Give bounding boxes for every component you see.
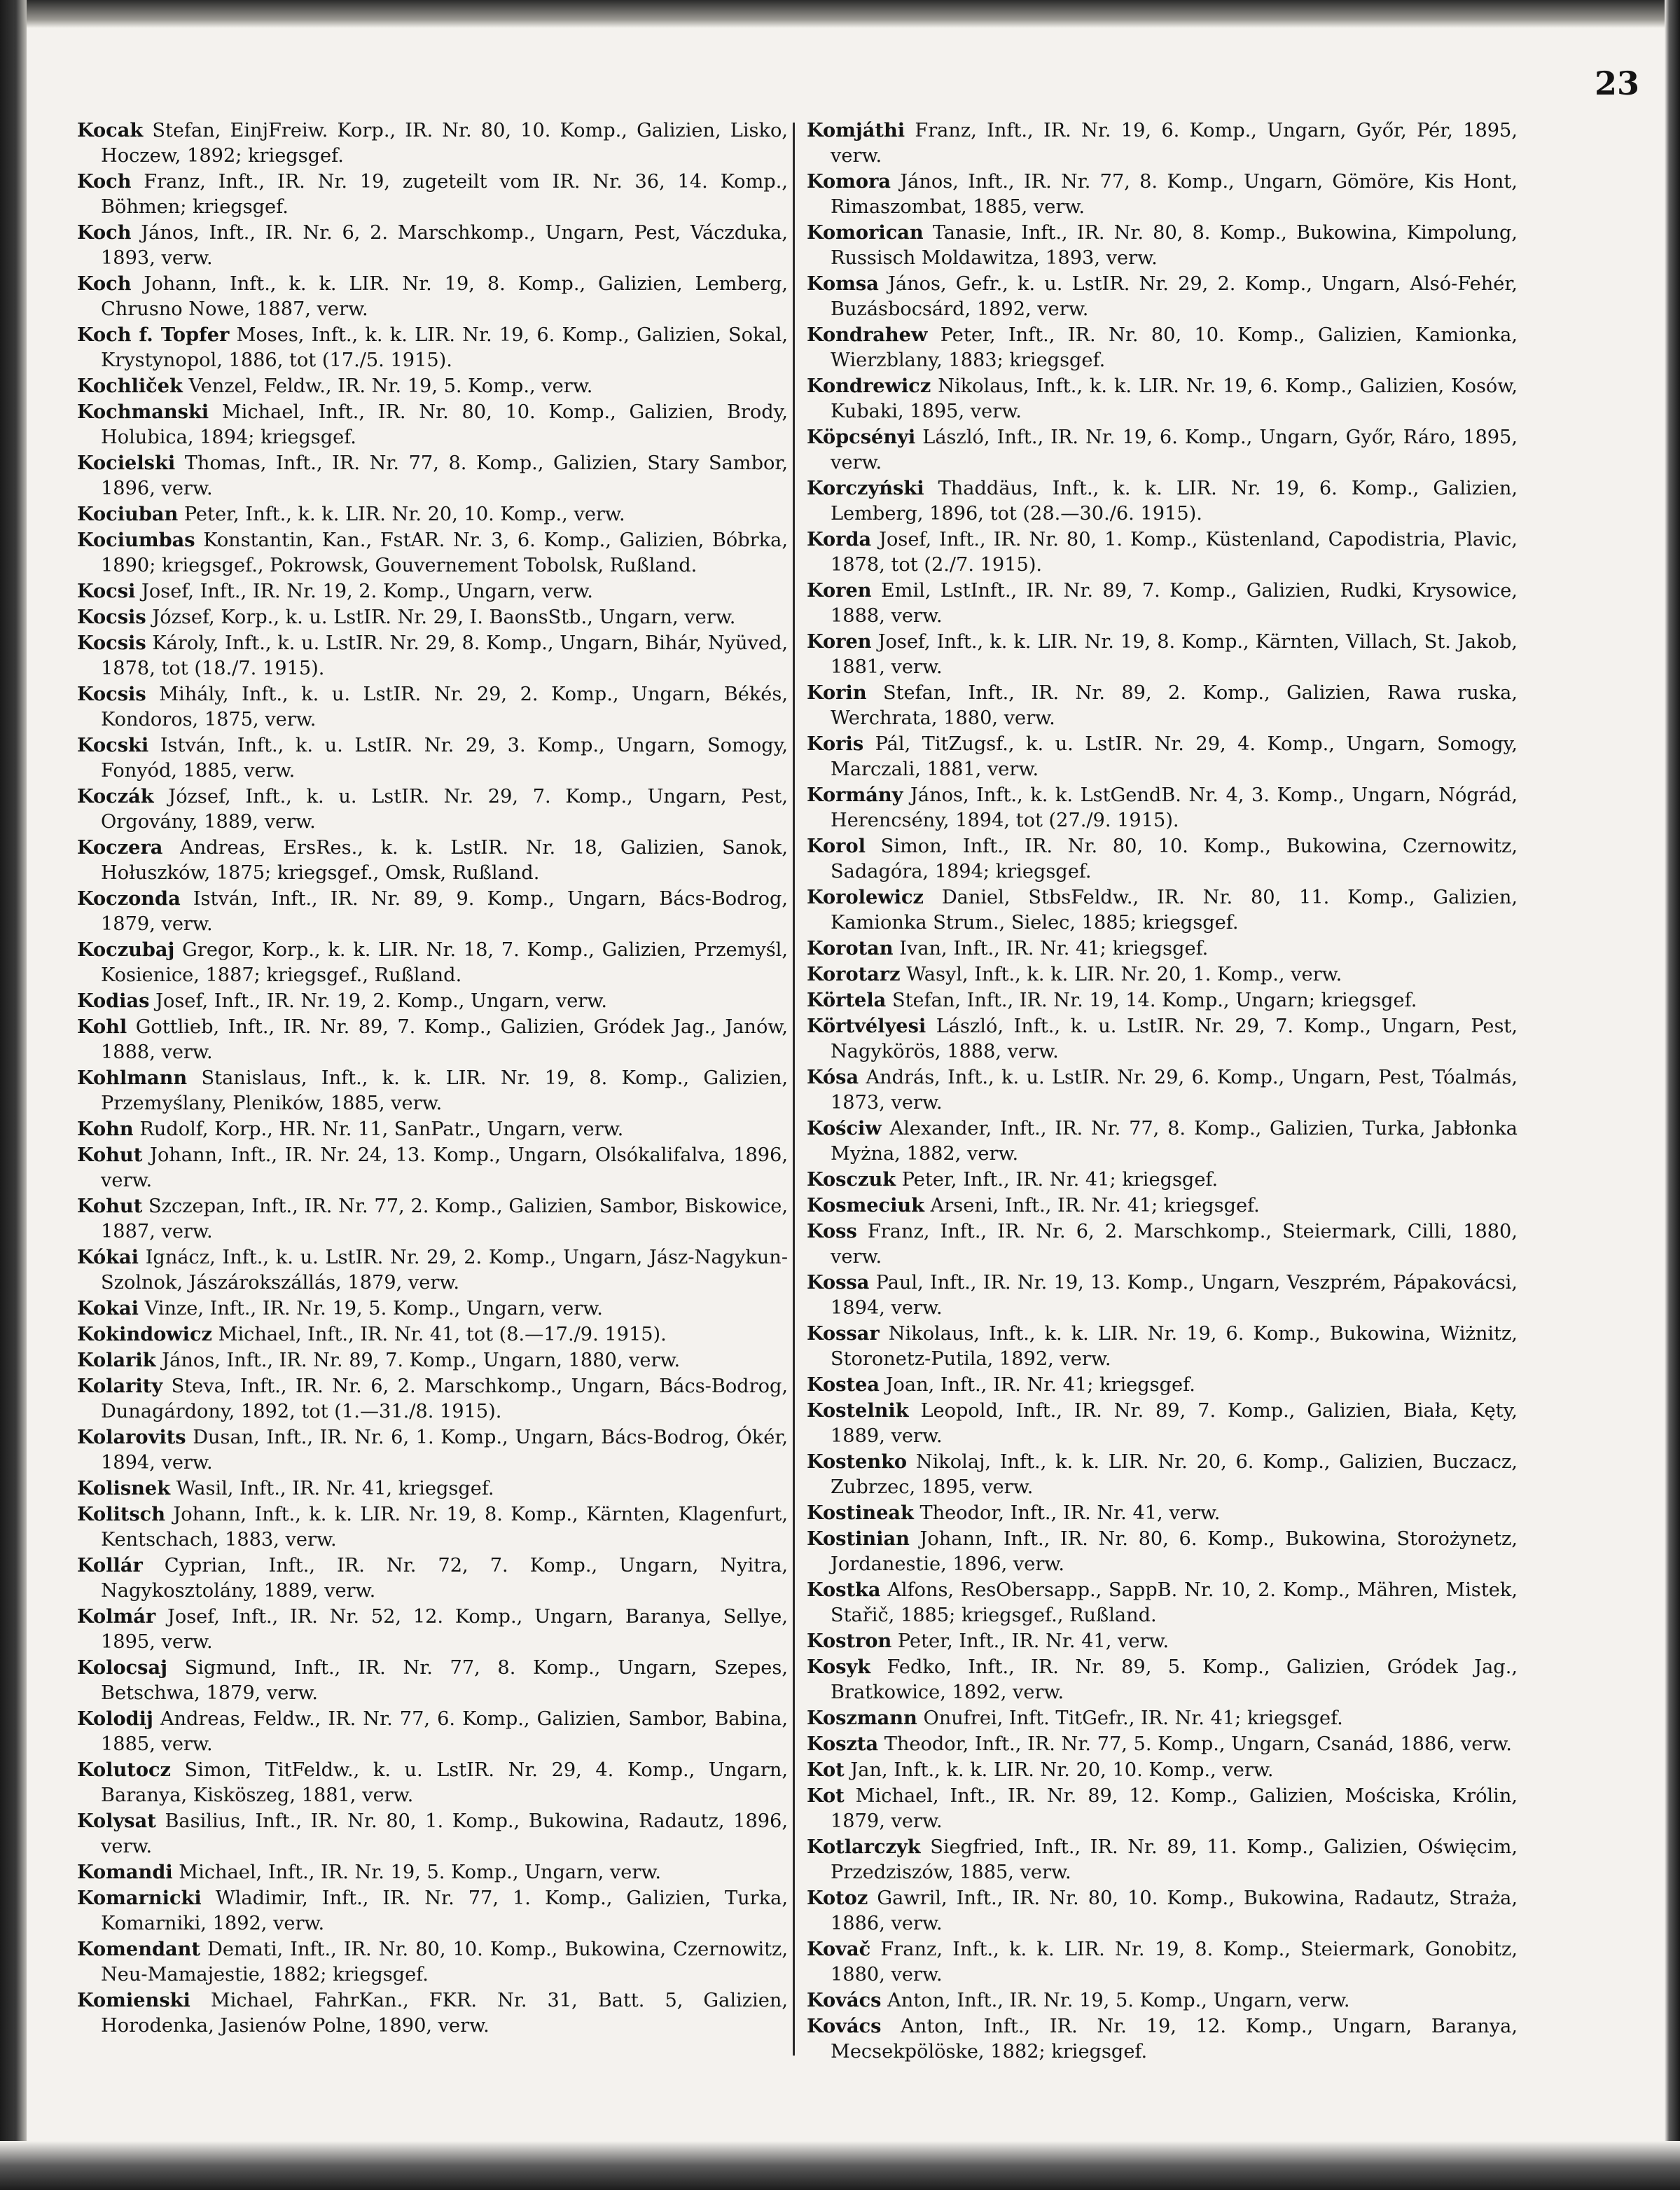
entry-details: Tanasie, Inft., IR. Nr. 80, 8. Komp., Bukowina, Kimpolung, Russisch Moldawitza, 1893, verw.: [831, 222, 1518, 269]
entry-surname: Kostinian: [807, 1527, 910, 1550]
list-entry: [807, 629, 1518, 680]
entry-surname: Kochmanski: [77, 401, 209, 423]
entry-surname: Koren: [807, 630, 872, 653]
list-entry: [77, 1014, 788, 1065]
entry-details: Andreas, ErsRes., k. k. LstIR. Nr. 18, Galizien, Sanok, Hołuszków, 1875; kriegsgef., Omsk, Rußland.: [101, 837, 788, 884]
list-entry: [77, 527, 788, 578]
entry-surname: Kókai: [77, 1246, 139, 1268]
entry-surname: Kostron: [807, 1630, 892, 1652]
list-entry: [77, 1347, 788, 1373]
entry-surname: Kolisnek: [77, 1477, 171, 1499]
entry-details: Cyprian, Inft., IR. Nr. 72, 7. Komp., Ungarn, Nyitra, Nagykosztolány, 1889, verw.: [101, 1555, 788, 1602]
entry-surname: Kosmeciuk: [807, 1194, 925, 1217]
entry-surname: Kocski: [77, 734, 149, 756]
list-entry: [77, 1322, 788, 1347]
entry-details: Szczepan, Inft., IR. Nr. 77, 2. Komp., Galizien, Sambor, Biskowice, 1887, verw.: [101, 1196, 788, 1242]
list-entry: [77, 835, 788, 886]
entry-surname: Kósa: [807, 1066, 859, 1088]
entry-details: Thaddäus, Inft., k. k. LIR. Nr. 19, 6. Komp., Galizien, Lemberg, 1896, tot (28.—30./6. 1915).: [831, 478, 1518, 525]
entry-surname: Kormány: [807, 784, 903, 806]
entry-surname: Koch f. Topfer: [77, 324, 230, 346]
list-entry: [807, 680, 1518, 731]
list-entry: [807, 1321, 1518, 1372]
entry-surname: Kochliček: [77, 375, 183, 397]
entry-surname: Komsa: [807, 272, 879, 295]
list-entry: [77, 1936, 788, 1988]
list-entry: [807, 169, 1518, 220]
entry-details: Nikolaus, Inft., k. k. LIR. Nr. 19, 6. Komp., Galizien, Kosów, Kubaki, 1895, verw.: [831, 375, 1518, 422]
list-entry: [77, 1245, 788, 1296]
list-entry: [807, 373, 1518, 424]
entry-details: Ignácz, Inft., k. u. LstIR. Nr. 29, 2. Komp., Ungarn, Jász-Nagykun-Szolnok, Jászárokszállás, 1879, verw.: [101, 1247, 788, 1294]
list-entry: [807, 833, 1518, 885]
entry-details: Johann, Inft., IR. Nr. 24, 13. Komp., Ungarn, Olsókalifalva, 1896, verw.: [101, 1144, 788, 1191]
entry-surname: Koczák: [77, 785, 154, 808]
entry-details: Franz, Inft., IR. Nr. 6, 2. Marschkomp., Steiermark, Cilli, 1880, verw.: [831, 1221, 1518, 1268]
entry-details: Alexander, Inft., IR. Nr. 77, 8. Komp., Galizien, Turka, Jabłonka Myżna, 1882, verw.: [831, 1118, 1518, 1165]
entry-details: Dusan, Inft., IR. Nr. 6, 1. Komp., Ungarn, Bács-Bodrog, Ókér, 1894, verw.: [101, 1427, 788, 1474]
list-entry: [807, 936, 1518, 962]
entry-surname: Koch: [77, 170, 132, 193]
entry-details: Peter, Inft., k. k. LIR. Nr. 20, 10. Komp., verw.: [178, 504, 625, 525]
entry-details: Stefan, Inft., IR. Nr. 19, 14. Komp., Ungarn; kriegsgef.: [886, 990, 1417, 1011]
list-entry: [77, 1859, 788, 1885]
entry-surname: Körtvélyesi: [807, 1015, 926, 1037]
entry-details: József, Inft., k. u. LstIR. Nr. 29, 7. Komp., Ungarn, Pest, Orgovány, 1889, verw.: [101, 786, 788, 833]
list-entry: [77, 1885, 788, 1936]
scan-edge-right: [1665, 0, 1680, 2190]
list-entry: [807, 1577, 1518, 1628]
list-entry: [807, 1834, 1518, 1885]
list-entry: [77, 1193, 788, 1245]
entry-details: Theodor, Inft., IR. Nr. 41, verw.: [913, 1502, 1221, 1524]
entry-details: Michael, Inft., IR. Nr. 41, tot (8.—17./9. 1915).: [211, 1324, 667, 1345]
entry-details: Johann, Inft., k. k. LIR. Nr. 19, 8. Komp., Kärnten, Klagenfurt, Kentschach, 1883, verw.: [101, 1504, 788, 1551]
entry-surname: Kotlarczyk: [807, 1836, 921, 1858]
list-entry: [77, 1988, 788, 2039]
list-entry: [807, 1526, 1518, 1577]
entry-details: Josef, Inft., IR. Nr. 80, 1. Komp., Küstenland, Capodistria, Plavic, 1878, tot (2./7. 1915).: [831, 529, 1518, 576]
entry-surname: Kostka: [807, 1579, 881, 1601]
list-entry: [807, 1757, 1518, 1783]
list-entry: [807, 1654, 1518, 1705]
entry-details: Franz, Inft., IR. Nr. 19, 6. Komp., Ungarn, Győr, Pér, 1895, verw.: [831, 120, 1518, 167]
entry-surname: Komjáthi: [807, 119, 905, 141]
entry-details: László, Inft., IR. Nr. 19, 6. Komp., Ungarn, Győr, Ráro, 1895, verw.: [831, 427, 1518, 473]
entry-details: Jan, Inft., k. k. LIR. Nr. 20, 10. Komp., verw.: [844, 1759, 1274, 1781]
entry-surname: Kocsi: [77, 580, 136, 602]
entry-surname: Kocak: [77, 119, 144, 141]
entry-surname: Korda: [807, 528, 872, 550]
right-column: [807, 118, 1518, 2065]
entry-surname: Kociuban: [77, 503, 179, 525]
list-entry: [807, 1783, 1518, 1834]
entry-surname: Kossa: [807, 1271, 870, 1294]
entry-surname: Kovač: [807, 1938, 871, 1960]
entry-details: János, Inft., k. k. LstGendB. Nr. 4, 3. Komp., Ungarn, Nógrád, Herencsény, 1894, tot (27./9. 1915).: [831, 784, 1518, 831]
entry-details: Stefan, Inft., IR. Nr. 89, 2. Komp., Galizien, Rawa ruska, Werchrata, 1880, verw.: [831, 682, 1518, 729]
list-entry: [77, 1808, 788, 1859]
list-entry: [807, 885, 1518, 936]
entry-details: Wasyl, Inft., k. k. LIR. Nr. 20, 1. Komp., verw.: [900, 964, 1342, 985]
list-entry: [77, 1476, 788, 1502]
entry-details: Peter, Inft., IR. Nr. 80, 10. Komp., Galizien, Kamionka, Wierzblany, 1883; kriegsgef.: [831, 324, 1518, 371]
list-entry: [77, 1655, 788, 1706]
list-entry: [77, 322, 788, 373]
entry-surname: Kocsis: [77, 606, 146, 628]
entry-surname: Korczyński: [807, 477, 924, 499]
entry-details: Emil, LstInft., IR. Nr. 89, 7. Komp., Galizien, Rudki, Krysowice, 1888, verw.: [831, 580, 1518, 627]
entry-details: Stefan, EinjFreiw. Korp., IR. Nr. 80, 10. Komp., Galizien, Lisko, Hoczew, 1892; kriegsgef.: [101, 120, 788, 167]
entry-surname: Kolysat: [77, 1810, 156, 1832]
entry-surname: Kociumbas: [77, 529, 195, 551]
entry-details: Josef, Inft., k. k. LIR. Nr. 19, 8. Komp., Kärnten, Villach, St. Jakob, 1881, verw.: [831, 631, 1518, 678]
entry-surname: Korolewicz: [807, 886, 924, 908]
entry-surname: Kostineak: [807, 1502, 914, 1524]
entry-details: Fedko, Inft., IR. Nr. 89, 5. Komp., Galizien, Gródek Jag., Bratkowice, 1892, verw.: [831, 1656, 1518, 1703]
entry-surname: Kostelnik: [807, 1399, 909, 1422]
list-entry: [807, 962, 1518, 987]
entry-details: László, Inft., k. u. LstIR. Nr. 29, 7. Komp., Ungarn, Pest, Nagykörös, 1888, verw.: [831, 1016, 1518, 1062]
entry-surname: Koss: [807, 1220, 857, 1242]
entry-surname: Kondrewicz: [807, 375, 931, 397]
list-entry: [77, 1116, 788, 1142]
list-entry: [807, 1167, 1518, 1193]
entry-details: Vinze, Inft., IR. Nr. 19, 5. Komp., Ungarn, verw.: [138, 1298, 603, 1319]
entry-surname: Kosyk: [807, 1656, 871, 1678]
list-entry: [77, 118, 788, 169]
list-entry: [807, 118, 1518, 169]
list-entry: [807, 1705, 1518, 1731]
entry-surname: Kohl: [77, 1016, 127, 1038]
entry-details: Siegfried, Inft., IR. Nr. 89, 11. Komp., Galizien, Oświęcim, Przedziszów, 1885, verw.: [831, 1836, 1518, 1883]
entry-surname: Kodias: [77, 990, 150, 1012]
entry-details: Johann, Inft., k. k. LIR. Nr. 19, 8. Komp., Galizien, Lemberg, Chrusno Nowe, 1887, verw.: [101, 273, 788, 320]
entry-surname: Kocsis: [77, 683, 146, 705]
entry-details: Alfons, ResObersapp., SappB. Nr. 10, 2. Komp., Mähren, Mistek, Stařič, 1885; kriegsgef., Rußland.: [831, 1579, 1518, 1626]
list-entry: [807, 1116, 1518, 1167]
entry-surname: Kot: [807, 1784, 845, 1807]
entry-surname: Komienski: [77, 1989, 190, 2011]
entry-details: Leopold, Inft., IR. Nr. 89, 7. Komp., Galizien, Biała, Kęty, 1889, verw.: [831, 1400, 1518, 1447]
column-divider: [793, 123, 795, 2056]
entry-details: Anton, Inft., IR. Nr. 19, 5. Komp., Ungarn, verw.: [881, 1990, 1350, 2011]
entry-surname: Koch: [77, 221, 132, 244]
entry-details: Theodor, Inft., IR. Nr. 77, 5. Komp., Ungarn, Csanád, 1886, verw.: [878, 1733, 1512, 1755]
entry-details: Paul, Inft., IR. Nr. 19, 13. Komp., Ungarn, Veszprém, Pápakovácsi, 1894, verw.: [831, 1272, 1518, 1319]
list-entry: [807, 1988, 1518, 2014]
entry-details: Peter, Inft., IR. Nr. 41; kriegsgef.: [896, 1169, 1219, 1191]
entry-details: Simon, TitFeldw., k. u. LstIR. Nr. 29, 4. Komp., Ungarn, Baranya, Kisköszeg, 1881, verw.: [101, 1759, 788, 1806]
entry-surname: Koris: [807, 733, 864, 755]
entry-details: András, Inft., k. u. LstIR. Nr. 29, 6. Komp., Ungarn, Pest, Tóalmás, 1873, verw.: [831, 1067, 1518, 1114]
entry-surname: Kościw: [807, 1117, 882, 1139]
entry-surname: Kohut: [77, 1195, 143, 1217]
entry-details: Mihály, Inft., k. u. LstIR. Nr. 29, 2. Komp., Ungarn, Békés, Kondoros, 1875, verw.: [101, 684, 788, 730]
entry-details: Wasil, Inft., IR. Nr. 41, kriegsgef.: [170, 1478, 494, 1499]
entry-details: Demati, Inft., IR. Nr. 80, 10. Komp., Bukowina, Czernowitz, Neu-Mamajestie, 1882; kriegsgef.: [101, 1939, 788, 1985]
entry-surname: Kolitsch: [77, 1503, 166, 1525]
list-entry: [77, 1604, 788, 1655]
entry-details: Moses, Inft., k. k. LIR. Nr. 19, 6. Komp., Galizien, Sokal, Krystynopol, 1886, tot (17./5. 1915).: [101, 324, 788, 371]
entry-details: Anton, Inft., IR. Nr. 19, 12. Komp., Ungarn, Baranya, Mecsekpölöske, 1882; kriegsgef.: [831, 2016, 1518, 2063]
list-entry: [77, 220, 788, 271]
scan-edge-bottom: [0, 2141, 1680, 2190]
list-entry: [807, 1398, 1518, 1449]
entry-details: Stanislaus, Inft., k. k. LIR. Nr. 19, 8. Komp., Galizien, Przemyślany, Pleników, 1885, verw.: [101, 1067, 788, 1114]
list-entry: [807, 1731, 1518, 1757]
list-entry: [807, 1936, 1518, 1988]
entry-details: János, Inft., IR. Nr. 6, 2. Marschkomp., Ungarn, Pest, Váczduka, 1893, verw.: [101, 222, 788, 269]
entry-surname: Korotan: [807, 937, 894, 959]
entry-surname: Komandi: [77, 1861, 173, 1883]
entry-surname: Kolarity: [77, 1375, 163, 1397]
list-entry: [807, 1372, 1518, 1398]
list-entry: [807, 476, 1518, 527]
entry-details: Basilius, Inft., IR. Nr. 80, 1. Komp., Bukowina, Radautz, 1896, verw.: [101, 1810, 788, 1857]
list-entry: [807, 220, 1518, 271]
entry-surname: Koch: [77, 272, 132, 295]
entry-surname: Kocsis: [77, 632, 146, 654]
list-entry: [77, 1142, 788, 1193]
entry-details: Nikolaus, Inft., k. k. LIR. Nr. 19, 6. Komp., Bukowina, Wiżnitz, Storonetz-Putila, 1892, verw.: [831, 1323, 1518, 1370]
entry-surname: Koszta: [807, 1733, 879, 1755]
entry-details: Konstantin, Kan., FstAR. Nr. 3, 6. Komp., Galizien, Bóbrka, 1890; kriegsgef., Pokrowsk, Gouvernement Tobolsk, Rußland.: [101, 529, 788, 576]
entry-surname: Kokindowicz: [77, 1323, 212, 1345]
entry-details: Venzel, Feldw., IR. Nr. 19, 5. Komp., verw.: [182, 375, 593, 397]
entry-surname: Kossar: [807, 1322, 880, 1345]
entry-surname: Kolocsaj: [77, 1656, 167, 1679]
entry-surname: Kokai: [77, 1297, 139, 1319]
list-entry: [807, 322, 1518, 373]
entry-surname: Körtela: [807, 989, 887, 1011]
entry-details: Daniel, StbsFeldw., IR. Nr. 80, 11. Komp., Galizien, Kamionka Strum., Sielec, 1885; kriegsgef.: [831, 887, 1518, 934]
entry-surname: Kostenko: [807, 1450, 908, 1473]
entry-details: Franz, Inft., IR. Nr. 19, zugeteilt vom IR. Nr. 36, 14. Komp., Böhmen; kriegsgef.: [101, 171, 788, 218]
entry-surname: Komorican: [807, 221, 924, 244]
list-entry: [77, 604, 788, 630]
list-entry: [807, 1270, 1518, 1321]
entry-surname: Kondrahew: [807, 324, 928, 346]
entry-surname: Kohn: [77, 1118, 134, 1140]
entry-details: Andreas, Feldw., IR. Nr. 77, 6. Komp., Galizien, Sambor, Babina, 1885, verw.: [101, 1708, 788, 1755]
entry-surname: Komarnicki: [77, 1887, 202, 1909]
list-entry: [77, 988, 788, 1014]
entry-details: Gawril, Inft., IR. Nr. 80, 10. Komp., Bukowina, Radautz, Straża, 1886, verw.: [831, 1887, 1518, 1934]
entry-details: Rudolf, Korp., HR. Nr. 11, SanPatr., Ungarn, verw.: [133, 1118, 624, 1140]
entry-surname: Kohlmann: [77, 1067, 188, 1089]
list-entry: [807, 782, 1518, 833]
list-entry: [807, 1628, 1518, 1654]
entry-surname: Korotarz: [807, 963, 901, 985]
list-entry: [77, 886, 788, 937]
entry-details: István, Inft., k. u. LstIR. Nr. 29, 3. Komp., Ungarn, Somogy, Fonyód, 1885, verw.: [101, 735, 788, 782]
list-entry: [77, 450, 788, 501]
entry-surname: Kosczuk: [807, 1168, 896, 1191]
scan-edge-left: [0, 0, 27, 2190]
list-entry: [77, 937, 788, 988]
entry-details: Pál, TitZugsf., k. u. LstIR. Nr. 29, 4. Komp., Ungarn, Somogy, Marczali, 1881, verw.: [831, 733, 1518, 780]
entry-details: Károly, Inft., k. u. LstIR. Nr. 29, 8. Komp., Ungarn, Bihár, Nyüved, 1878, tot (18./7. 1915).: [101, 632, 788, 679]
list-entry: [77, 578, 788, 604]
list-entry: [77, 1425, 788, 1476]
entry-surname: Korol: [807, 835, 866, 857]
list-entry: [807, 2014, 1518, 2065]
entry-details: Michael, Inft., IR. Nr. 89, 12. Komp., Galizien, Mościska, Królin, 1879, verw.: [831, 1785, 1518, 1832]
entry-surname: Kocielski: [77, 452, 176, 474]
list-entry: [77, 501, 788, 527]
entry-surname: Kolarik: [77, 1349, 156, 1371]
list-entry: [807, 1449, 1518, 1500]
entry-surname: Kohut: [77, 1144, 143, 1166]
entry-surname: Köpcsényi: [807, 426, 916, 448]
list-entry: [77, 1502, 788, 1553]
list-entry: [77, 1373, 788, 1425]
page-number: 23: [1594, 64, 1639, 102]
entry-surname: Kolodij: [77, 1707, 153, 1730]
entry-surname: Kollár: [77, 1554, 143, 1576]
list-entry: [77, 681, 788, 733]
list-entry: [807, 424, 1518, 476]
entry-surname: Kot: [807, 1759, 845, 1781]
entry-details: János, Inft., IR. Nr. 89, 7. Komp., Ungarn, 1880, verw.: [155, 1350, 681, 1371]
list-entry: [807, 731, 1518, 782]
list-entry: [807, 578, 1518, 629]
entry-details: Peter, Inft., IR. Nr. 41, verw.: [891, 1630, 1169, 1652]
entry-details: János, Inft., IR. Nr. 77, 8. Komp., Ungarn, Gömöre, Kis Hont, Rimaszombat, 1885, verw.: [831, 171, 1518, 218]
entry-surname: Komora: [807, 170, 891, 193]
entry-surname: Kovács: [807, 1989, 882, 2011]
list-entry: [807, 527, 1518, 578]
entry-surname: Komendant: [77, 1938, 200, 1960]
list-entry: [77, 1706, 788, 1757]
list-entry: [77, 630, 788, 681]
list-entry: [77, 169, 788, 220]
entry-surname: Kotoz: [807, 1887, 868, 1909]
entry-surname: Kolarovits: [77, 1426, 186, 1448]
entry-details: Michael, FahrKan., FKR. Nr. 31, Batt. 5, Galizien, Horodenka, Jasienów Polne, 1890, verw.: [101, 1990, 788, 2037]
list-entry: [77, 784, 788, 835]
list-entry: [807, 1219, 1518, 1270]
list-entry: [77, 271, 788, 322]
entry-surname: Kostea: [807, 1373, 880, 1396]
entry-surname: Kolutocz: [77, 1759, 171, 1781]
entry-details: István, Inft., IR. Nr. 89, 9. Komp., Ungarn, Bács-Bodrog, 1879, verw.: [101, 888, 788, 935]
entry-details: Joan, Inft., IR. Nr. 41; kriegsgef.: [879, 1374, 1195, 1396]
list-entry: [807, 271, 1518, 322]
entry-details: Johann, Inft., IR. Nr. 80, 6. Komp., Bukowina, Storożynetz, Jordanestie, 1896, verw.: [831, 1528, 1518, 1575]
entry-surname: Koren: [807, 579, 872, 602]
entry-details: Michael, Inft., IR. Nr. 80, 10. Komp., Galizien, Brody, Holubica, 1894; kriegsgef.: [101, 401, 788, 448]
list-entry: [807, 1885, 1518, 1936]
left-column: [77, 118, 788, 2039]
entry-surname: Koczubaj: [77, 938, 175, 961]
entry-surname: Koczonda: [77, 887, 181, 910]
entry-details: Gottlieb, Inft., IR. Nr. 89, 7. Komp., Galizien, Gródek Jag., Janów, 1888, verw.: [101, 1016, 788, 1063]
entry-details: Steva, Inft., IR. Nr. 6, 2. Marschkomp., Ungarn, Bács-Bodrog, Dunagárdony, 1892, tot (1.—31./8. 1915).: [101, 1375, 788, 1422]
list-entry: [77, 1757, 788, 1808]
entry-details: Franz, Inft., k. k. LIR. Nr. 19, 8. Komp., Steiermark, Gonobitz, 1880, verw.: [831, 1939, 1518, 1985]
entry-details: József, Korp., k. u. LstIR. Nr. 29, I. BaonsStb., Ungarn, verw.: [146, 607, 736, 628]
entry-details: Simon, Inft., IR. Nr. 80, 10. Komp., Bukowina, Czernowitz, Sadagóra, 1894; kriegsgef.: [831, 836, 1518, 882]
entry-details: Sigmund, Inft., IR. Nr. 77, 8. Komp., Ungarn, Szepes, Betschwa, 1879, verw.: [101, 1657, 788, 1704]
list-entry: [77, 373, 788, 399]
entry-surname: Kolmár: [77, 1605, 156, 1628]
entry-details: János, Gefr., k. u. LstIR. Nr. 29, 2. Komp., Ungarn, Alsó-Fehér, Buzásbocsárd, 1892, verw.: [831, 273, 1518, 320]
list-entry: [77, 1553, 788, 1604]
list-entry: [77, 1296, 788, 1322]
entry-surname: Korin: [807, 681, 867, 704]
list-entry: [807, 1193, 1518, 1219]
entry-details: Onufrei, Inft. TitGefr., IR. Nr. 41; kriegsgef.: [917, 1707, 1343, 1729]
entry-surname: Koczera: [77, 836, 163, 859]
scan-edge-top: [0, 0, 1680, 28]
entry-details: Gregor, Korp., k. k. LIR. Nr. 18, 7. Komp., Galizien, Przemyśl, Kosienice, 1887; kriegsgef., Rußland.: [101, 939, 788, 986]
list-entry: [807, 1065, 1518, 1116]
entry-details: Josef, Inft., IR. Nr. 19, 2. Komp., Ungarn, verw.: [135, 581, 593, 602]
entry-details: Thomas, Inft., IR. Nr. 77, 8. Komp., Galizien, Stary Sambor, 1896, verw.: [101, 452, 788, 499]
entry-details: Michael, Inft., IR. Nr. 19, 5. Komp., Ungarn, verw.: [172, 1862, 662, 1883]
list-entry: [77, 1065, 788, 1116]
entry-details: Arseni, Inft., IR. Nr. 41; kriegsgef.: [924, 1195, 1260, 1217]
entry-surname: Koszmann: [807, 1707, 917, 1729]
list-entry: [807, 987, 1518, 1013]
entry-details: Josef, Inft., IR. Nr. 19, 2. Komp., Ungarn, verw.: [149, 990, 607, 1012]
entry-details: Nikolaj, Inft., k. k. LIR. Nr. 20, 6. Komp., Galizien, Buczacz, Zubrzec, 1895, verw.: [831, 1451, 1518, 1498]
list-entry: [77, 733, 788, 784]
list-entry: [807, 1500, 1518, 1526]
entry-details: Josef, Inft., IR. Nr. 52, 12. Komp., Ungarn, Baranya, Sellye, 1895, verw.: [101, 1606, 788, 1653]
entry-details: Wladimir, Inft., IR. Nr. 77, 1. Komp., Galizien, Turka, Komarniki, 1892, verw.: [101, 1887, 788, 1934]
entry-details: Ivan, Inft., IR. Nr. 41; kriegsgef.: [893, 938, 1209, 959]
list-entry: [77, 399, 788, 450]
entry-surname: Kovács: [807, 2015, 882, 2037]
list-entry: [807, 1013, 1518, 1065]
